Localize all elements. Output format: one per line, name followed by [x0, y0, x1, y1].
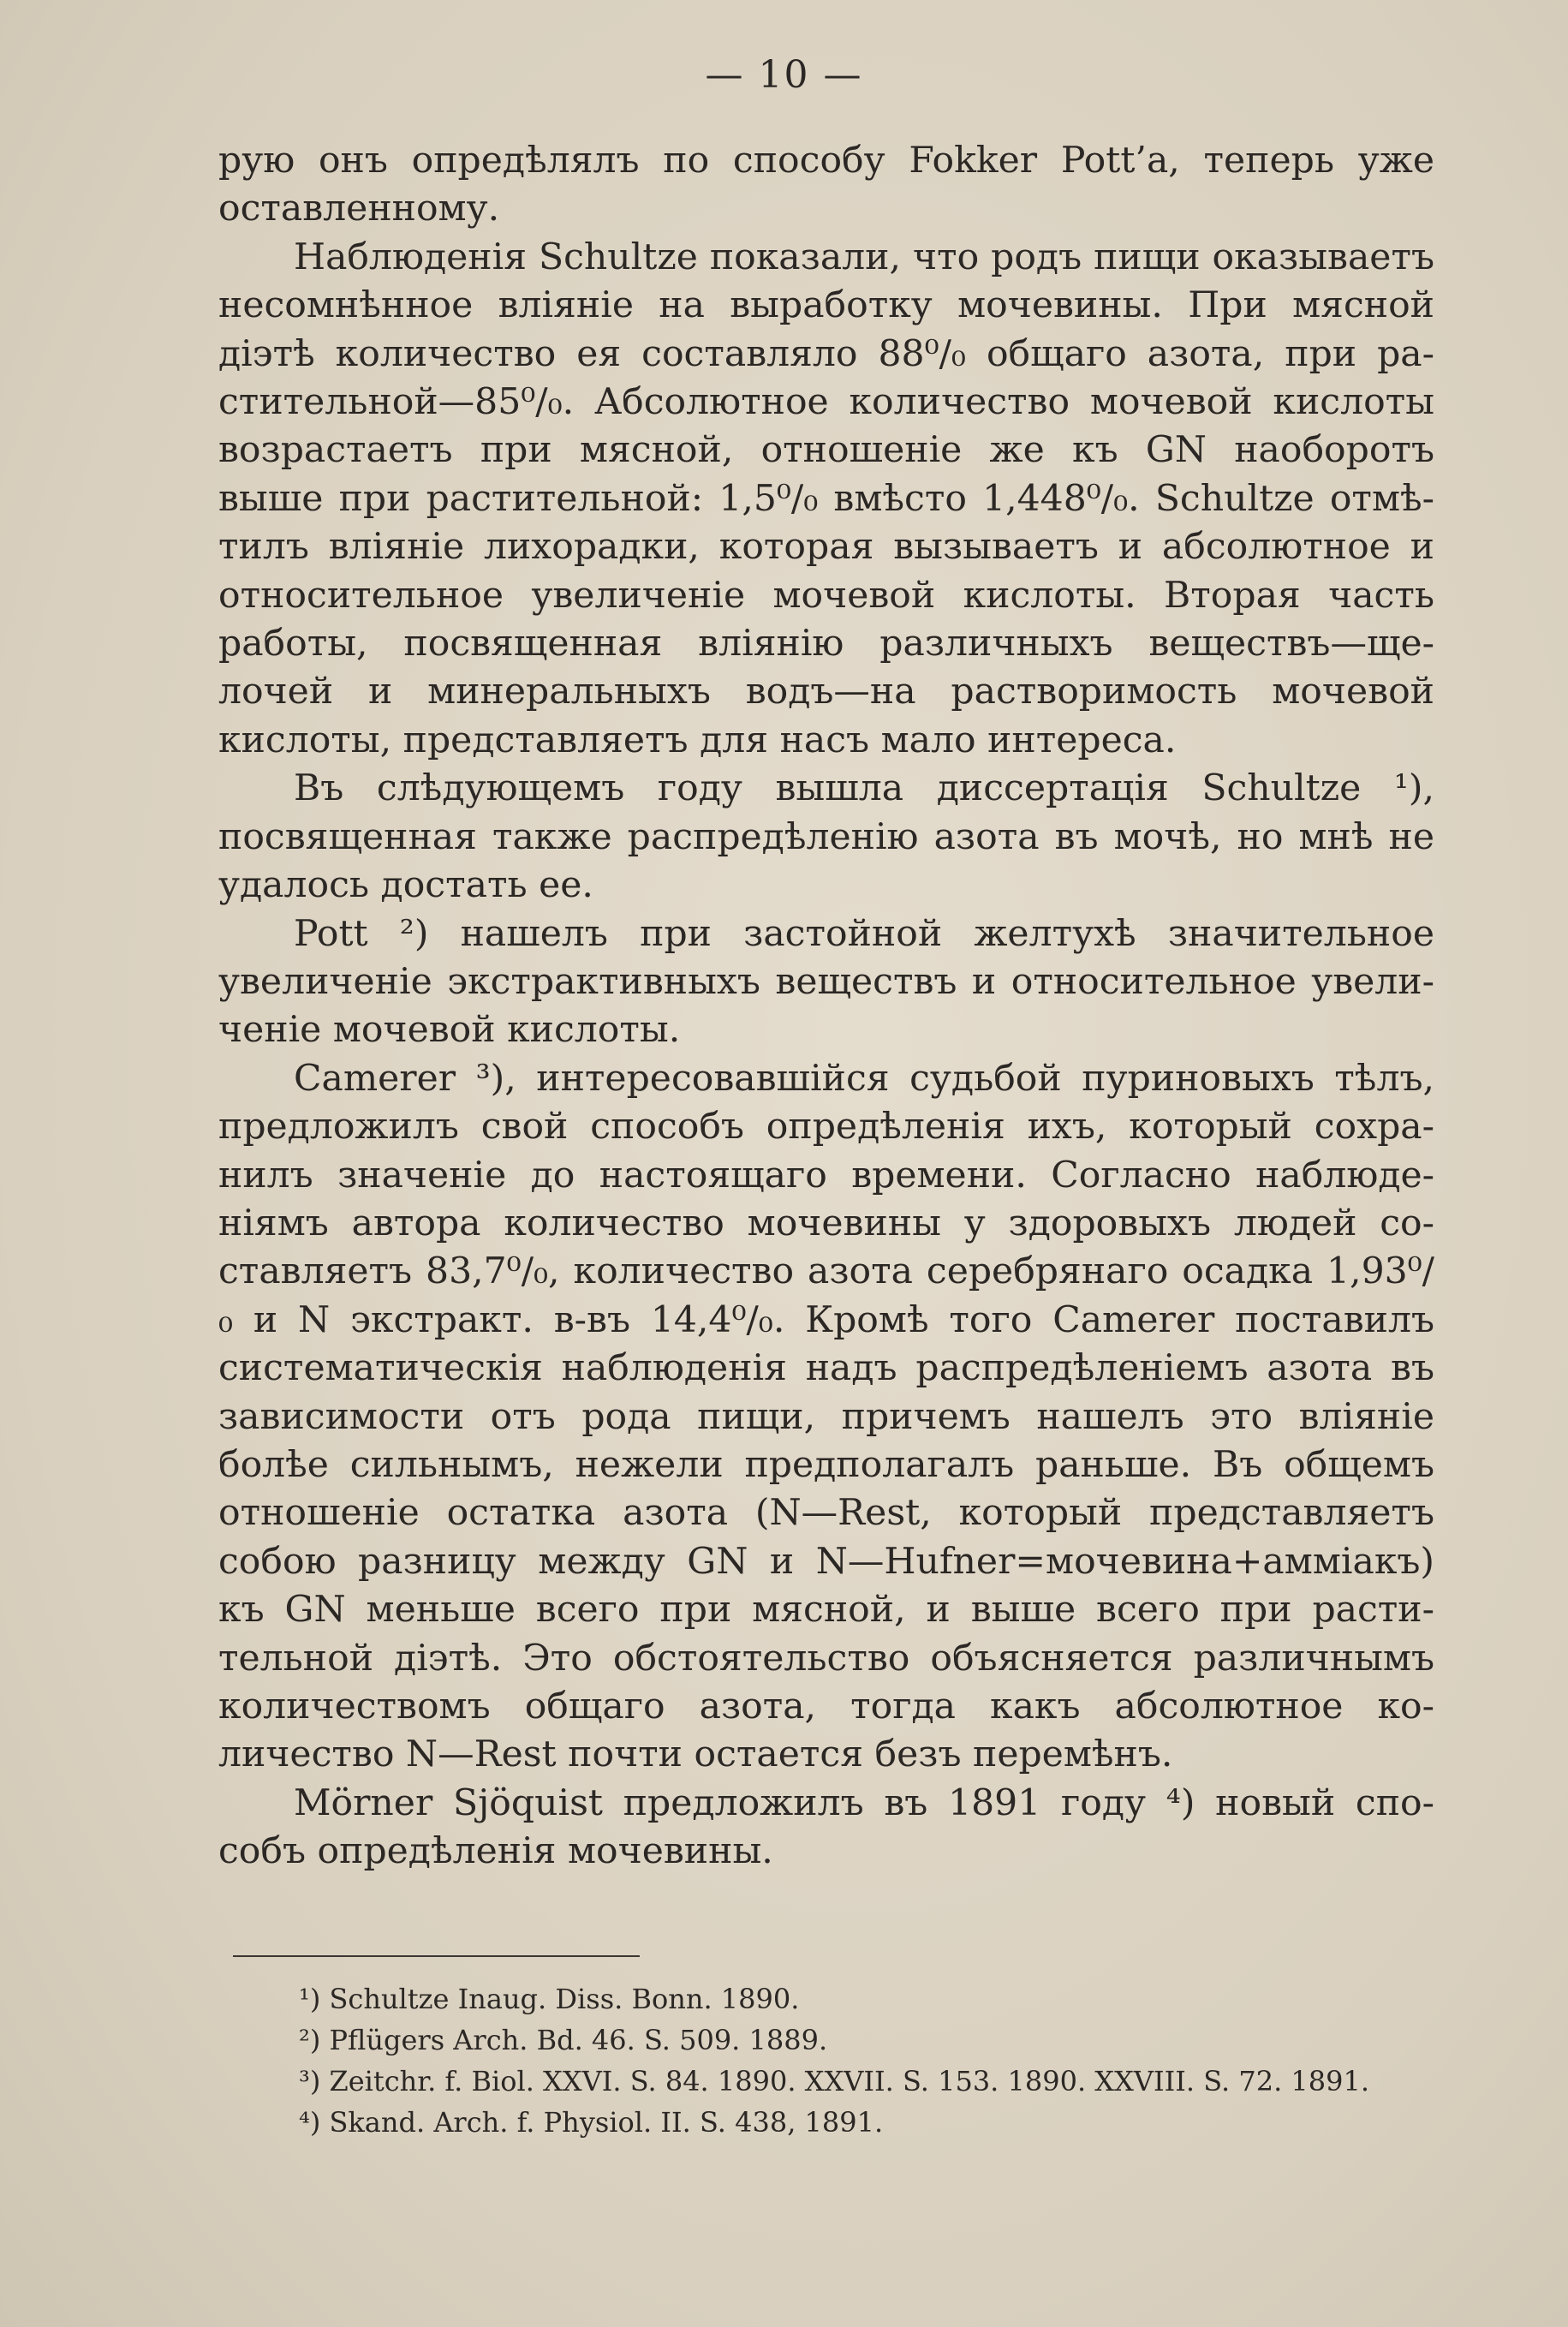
- text-line: личество N—Rest почти остается безъ перемѣнъ.: [218, 1733, 1173, 1776]
- text-line: ніямъ автора количество мочевины у здоровыхъ людей со-: [218, 1202, 1434, 1244]
- text-line: работы, посвященная вліянію различныхъ веществъ—ще-: [218, 623, 1434, 665]
- paragraph-camerer: [218, 1055, 1434, 1780]
- text-line: тельной діэтѣ. Это обстоятельство объясняется различнымъ: [218, 1637, 1434, 1680]
- text-line: предложилъ свой способъ опредѣленія ихъ, который сохра-: [218, 1106, 1434, 1149]
- text-line: кислоты, представляетъ для насъ мало интереса.: [218, 719, 1177, 761]
- footnote-1: [218, 1978, 1434, 2020]
- text-line: Въ слѣдующемъ году вышла диссертація Schultze ¹),: [294, 767, 1434, 810]
- text-line: систематическія наблюденія надъ распредѣленіемъ азота въ: [218, 1347, 1434, 1390]
- text-line: рую онъ опредѣлялъ по способу Fokker Pott’a, теперь уже: [218, 140, 1434, 182]
- text-line: и относительное увеличеніе мочевой кислоты. Вторая часть: [218, 526, 1434, 617]
- paragraph-schultze-dissertation: [218, 765, 1434, 910]
- text-line: къ GN меньше всего при мясной, и выше всего при расти-: [218, 1589, 1434, 1632]
- text-line: несомнѣнное вліяніе на выработку мочевины. При мясной: [218, 284, 1434, 327]
- footnote-line: ¹) Schultze Inaug. Diss. Bonn. 1890.: [299, 1983, 800, 2015]
- page-number: — 10 —: [705, 53, 863, 97]
- footnote-line: ²) Pflügers Arch. Bd. 46. S. 509. 1889.: [299, 2024, 828, 2056]
- text-line: лочей и минеральныхъ водъ—на растворимость мочевой: [218, 671, 1434, 713]
- text-line: выше при растительной: 1,5⁰/₀ вмѣсто 1,448⁰/₀. Schultze отмѣ-: [218, 477, 1434, 520]
- text-line: собъ опредѣленія мочевины.: [218, 1830, 773, 1873]
- text-line: Наблюденія Schultze показали, что родъ пищи оказываетъ: [294, 236, 1434, 278]
- text-line: отношеніе остатка азота (N—Rest, который представляетъ: [218, 1492, 1434, 1535]
- text-line: нилъ значеніе до настоящаго времени. Согласно наблюде-: [218, 1154, 1434, 1196]
- footnote-divider: [233, 1955, 640, 1957]
- footnote-2: [218, 2020, 1434, 2061]
- text-line: болѣе сильнымъ, нежели предполагалъ раньше. Въ общемъ: [218, 1443, 1434, 1486]
- text-line: тилъ вліяніе лихорадки, которая вызываетъ и абсолютное: [218, 526, 1391, 569]
- main-text: [218, 137, 1434, 1877]
- paragraph-morner-sjoquist: [218, 1780, 1434, 1877]
- footnote-line: ⁴) Skand. Arch. f. Physiol. II. S. 438, 1891.: [299, 2106, 884, 2139]
- text-line: діэтѣ количество ея составляло 88⁰/₀ общаго азота, при ра-: [218, 332, 1434, 375]
- text-line: зависимости отъ рода пищи, причемъ нашелъ это вліяніе: [218, 1395, 1434, 1438]
- text-line: Pott ²) нашелъ при застойной желтухѣ значительное: [294, 912, 1434, 955]
- text-line: возрастаетъ при мясной, отношеніе же къ GN наоборотъ: [218, 429, 1434, 472]
- text-line: увеличеніе экстрактивныхъ веществъ и относительное увели-: [218, 960, 1434, 1003]
- paragraph-pott: [218, 910, 1434, 1055]
- footnote-line: ³) Zeitchr. f. Biol. XXVI. S. 84. 1890. XXVII. S. 153. 1890. XXVIII.: [299, 2065, 1195, 2097]
- text-line: посвященная также распредѣленію азота въ мочѣ, но мнѣ: [218, 815, 1374, 858]
- footnotes: [218, 1978, 1434, 2143]
- footnote-4: [218, 2102, 1434, 2143]
- footnote-3: [218, 2061, 1434, 2102]
- footnote-line: S. 72. 1891.: [1203, 2065, 1370, 2097]
- text-line: ставляетъ 83,7⁰/₀, количество азота серебрянаго осадка 1,93⁰/₀: [218, 1250, 1434, 1341]
- paragraph-continuation: [218, 137, 1434, 234]
- text-line: оставленному.: [218, 188, 500, 230]
- text-line: не удалось достать ее.: [218, 815, 1434, 907]
- text-line: и N экстракт. в-въ 14,4⁰/₀. Кромѣ того Camerer поставилъ: [253, 1298, 1434, 1341]
- text-line: количествомъ общаго азота, тогда какъ абсолютное ко-: [218, 1686, 1434, 1727]
- text-line: ченіе мочевой кислоты.: [218, 1009, 681, 1052]
- text-line: собою разницу между GN и N—Hufner=мочевина+аммiакъ): [218, 1540, 1434, 1583]
- paragraph-schultze-observations: [218, 234, 1434, 765]
- text-line: Camerer ³), интересовавшійся судьбой пуриновыхъ тѣлъ,: [294, 1057, 1434, 1100]
- text-line: Mörner Sjöquist предложилъ въ 1891 году ⁴) новый спо-: [294, 1781, 1434, 1824]
- text-line: стительной—85⁰/₀. Абсолютное количество мочевой кислоты: [218, 381, 1434, 424]
